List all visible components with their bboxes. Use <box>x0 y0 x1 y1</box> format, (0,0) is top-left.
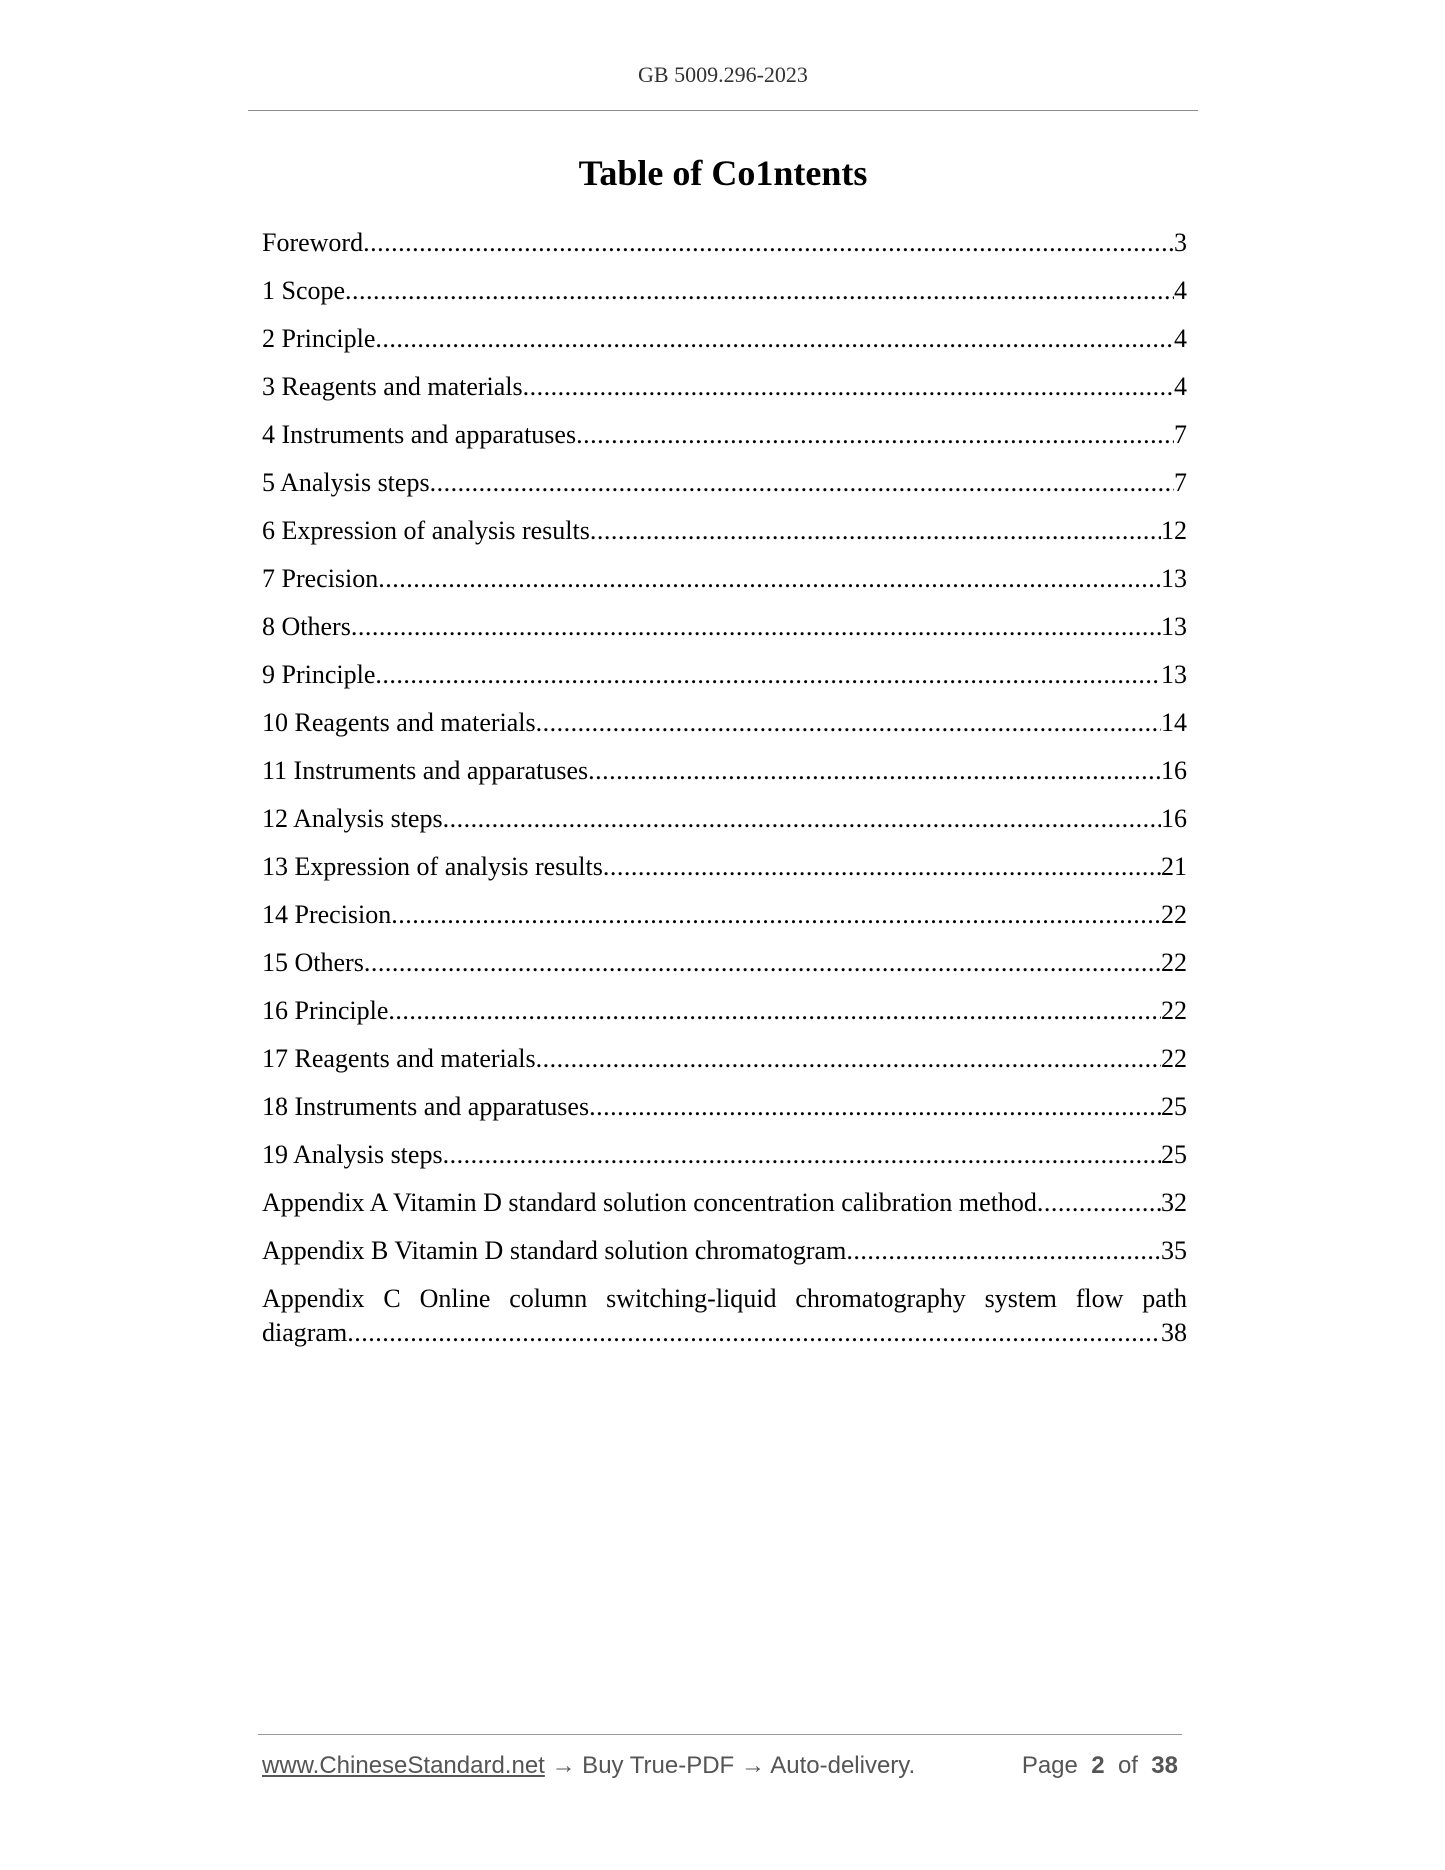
toc-entry-label: Foreword <box>262 228 364 257</box>
toc-dot-leader <box>345 274 1174 308</box>
toc-entry[interactable] <box>262 994 1187 1042</box>
toc-entry[interactable] <box>262 1186 1187 1234</box>
toc-entry[interactable] <box>262 946 1187 994</box>
toc-entry-label: 12 Analysis steps <box>262 804 443 833</box>
page-footer <box>262 1752 1182 1786</box>
footer-promo-text: → Buy True-PDF → Auto-delivery. <box>544 1752 916 1779</box>
toc-dot-leader <box>1037 1186 1161 1220</box>
toc-entry-label: 7 Precision <box>262 564 379 593</box>
toc-entry-page-number: 14 <box>1161 708 1187 737</box>
toc-entry[interactable] <box>262 1042 1187 1090</box>
toc-dot-leader <box>523 370 1174 404</box>
toc-entry-label: 15 Others <box>262 948 364 977</box>
toc-entry-label: 4 Instruments and apparatuses <box>262 420 577 449</box>
toc-dot-leader <box>846 1234 1161 1268</box>
table-of-contents <box>262 226 1187 1350</box>
header-divider <box>248 110 1198 111</box>
toc-entry-label: 2 Principle <box>262 324 376 353</box>
toc-entry-label: 19 Analysis steps <box>262 1140 443 1169</box>
toc-entry-page-number: 16 <box>1161 804 1187 833</box>
toc-entry-page-number: 13 <box>1161 564 1187 593</box>
footer-promo <box>262 1752 915 1780</box>
total-pages-number: 38 <box>1151 1752 1178 1779</box>
toc-entry[interactable] <box>262 370 1187 418</box>
toc-entry[interactable] <box>262 898 1187 946</box>
toc-entry-page-number: 7 <box>1174 468 1187 497</box>
toc-entry-page-number: 21 <box>1161 852 1187 881</box>
toc-entry[interactable] <box>262 226 1187 274</box>
toc-entry[interactable] <box>262 754 1187 802</box>
toc-entry[interactable] <box>262 1138 1187 1186</box>
toc-entry-page-number: 22 <box>1161 900 1187 929</box>
toc-entry-label: Appendix B Vitamin D standard solution chromatogram <box>262 1236 847 1265</box>
toc-dot-leader <box>443 802 1161 836</box>
toc-entry-page-number: 3 <box>1174 228 1187 257</box>
toc-dot-leader <box>347 1316 1161 1350</box>
toc-dot-leader <box>443 1138 1161 1172</box>
page-header: GB 5009.296-2023 <box>638 62 808 87</box>
toc-title: Table of Co1ntents <box>578 153 868 193</box>
toc-entry-label: 9 Principle <box>262 660 376 689</box>
toc-entry-label: 5 Analysis steps <box>262 468 430 497</box>
toc-entry[interactable] <box>262 850 1187 898</box>
toc-entry[interactable] <box>262 1090 1187 1138</box>
toc-entry-label: 11 Instruments and apparatuses <box>262 756 589 785</box>
toc-entry-page-number: 4 <box>1174 276 1187 305</box>
toc-dot-leader <box>375 322 1174 356</box>
toc-entry-page-number: 25 <box>1161 1140 1187 1169</box>
toc-dot-leader <box>363 226 1174 260</box>
page-word: Page <box>1021 1752 1078 1779</box>
toc-dot-leader <box>536 706 1161 740</box>
toc-entry-label: 16 Principle <box>262 996 389 1025</box>
toc-entry-page-number: 22 <box>1161 948 1187 977</box>
toc-entry-label: 13 Expression of analysis results <box>262 852 603 881</box>
toc-entry[interactable] <box>262 514 1187 562</box>
website-link[interactable]: www.ChineseStandard.net <box>262 1752 545 1779</box>
toc-entry-label: 3 Reagents and materials <box>262 372 523 401</box>
toc-entry-label: Appendix A Vitamin D standard solution concentration calibration method <box>262 1188 1037 1217</box>
toc-entry[interactable] <box>262 658 1187 706</box>
current-page-number: 2 <box>1091 1752 1105 1779</box>
toc-entry-page-number: 4 <box>1174 372 1187 401</box>
toc-entry-page-number: 13 <box>1161 612 1187 641</box>
toc-entry[interactable] <box>262 562 1187 610</box>
toc-entry-page-number: 22 <box>1161 996 1187 1025</box>
toc-entry-page-number: 38 <box>1161 1318 1187 1347</box>
toc-dot-leader <box>536 1042 1161 1076</box>
toc-entry[interactable] <box>262 610 1187 658</box>
of-word: of <box>1117 1752 1138 1779</box>
toc-entry-label: 10 Reagents and materials <box>262 708 536 737</box>
toc-dot-leader <box>378 562 1161 596</box>
toc-dot-leader <box>388 994 1161 1028</box>
toc-entry-label: 17 Reagents and materials <box>262 1044 536 1073</box>
toc-dot-leader <box>391 898 1161 932</box>
toc-dot-leader <box>430 466 1174 500</box>
toc-entry-label: 18 Instruments and apparatuses <box>262 1092 590 1121</box>
toc-entry-page-number: 16 <box>1161 756 1187 785</box>
toc-entry[interactable] <box>262 1282 1187 1350</box>
toc-entry-label: diagram <box>262 1318 348 1347</box>
toc-dot-leader <box>589 1090 1161 1124</box>
toc-entry[interactable] <box>262 1234 1187 1282</box>
toc-dot-leader <box>588 754 1161 788</box>
toc-dot-leader <box>375 658 1161 692</box>
footer-divider <box>258 1734 1182 1735</box>
toc-entry-page-number: 7 <box>1174 420 1187 449</box>
toc-dot-leader <box>576 418 1174 452</box>
page-indicator <box>1022 1752 1178 1780</box>
toc-entry-page-number: 4 <box>1174 324 1187 353</box>
toc-entry-label: 14 Precision <box>262 900 392 929</box>
toc-entry[interactable] <box>262 466 1187 514</box>
toc-entry-label: 1 Scope <box>262 276 346 305</box>
toc-entry[interactable] <box>262 274 1187 322</box>
toc-entry[interactable] <box>262 322 1187 370</box>
toc-entry[interactable] <box>262 418 1187 466</box>
toc-entry-page-number: 32 <box>1161 1188 1187 1217</box>
toc-entry-label: 8 Others <box>262 612 351 641</box>
toc-entry-label-line2 <box>262 1316 1187 1350</box>
toc-entry-page-number: 12 <box>1161 516 1187 545</box>
toc-entry[interactable] <box>262 802 1187 850</box>
toc-entry-page-number: 35 <box>1161 1236 1187 1265</box>
toc-entry-page-number: 25 <box>1161 1092 1187 1121</box>
toc-entry-label: 6 Expression of analysis results <box>262 516 590 545</box>
toc-dot-leader <box>590 514 1161 548</box>
toc-dot-leader <box>351 610 1161 644</box>
toc-dot-leader <box>603 850 1161 884</box>
toc-entry-page-number: 22 <box>1161 1044 1187 1073</box>
toc-entry[interactable] <box>262 706 1187 754</box>
toc-entry-page-number: 13 <box>1161 660 1187 689</box>
toc-dot-leader <box>364 946 1161 980</box>
toc-entry-label-line1: Appendix C Online column switching-liquid chromatography system flow path <box>262 1284 1187 1313</box>
